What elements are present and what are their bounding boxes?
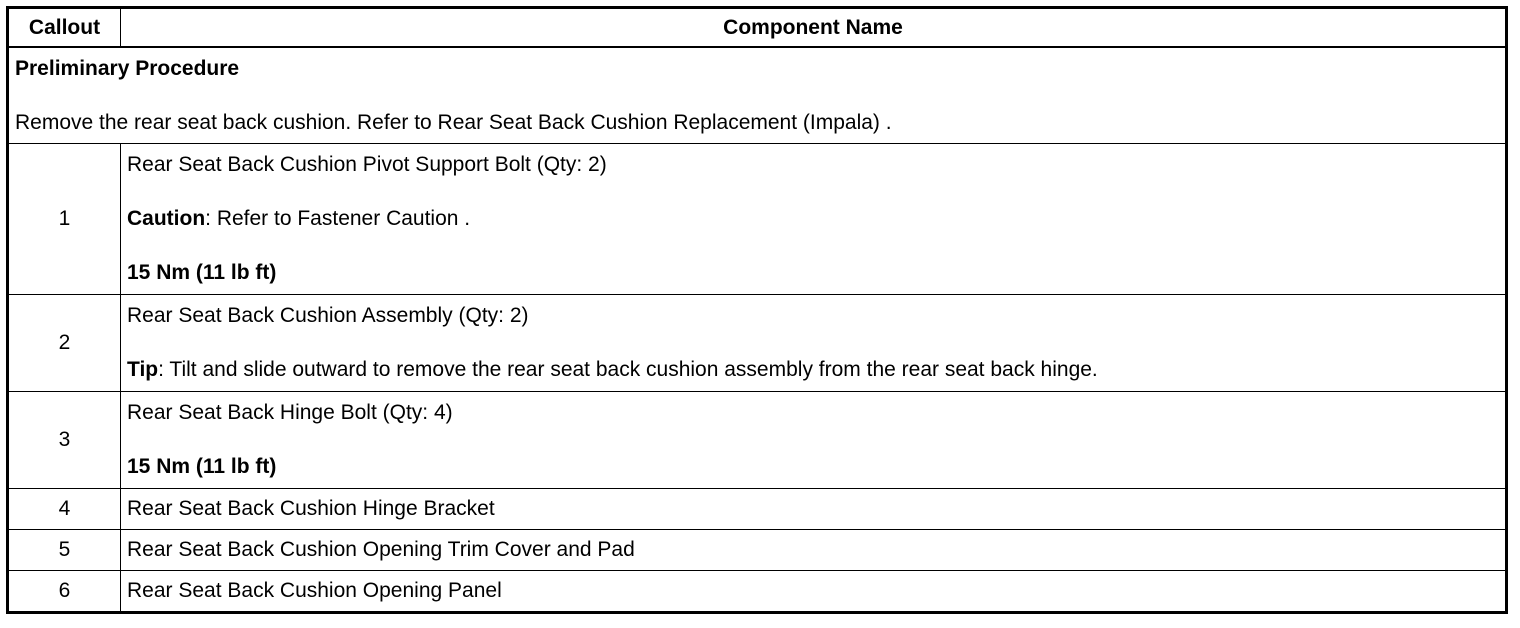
component-cell (121, 144, 1507, 295)
caution-text: : Refer to Fastener Caution . (205, 207, 471, 230)
caution-note (127, 207, 1505, 231)
tip-label: Tip (127, 358, 159, 381)
component-name: Rear Seat Back Cushion Opening Panel (121, 571, 1507, 613)
callout-cell: 3 (8, 392, 121, 489)
component-name: Rear Seat Back Cushion Pivot Support Bolt (Qty: 2) (127, 153, 607, 176)
component-name-header: Component Name (121, 8, 1507, 48)
callout-header: Callout (8, 8, 121, 48)
preliminary-title: Preliminary Procedure (15, 56, 240, 80)
table-header-row (8, 8, 1507, 48)
component-cell (121, 295, 1507, 392)
preliminary-row (8, 47, 1507, 144)
component-name: Rear Seat Back Cushion Opening Trim Cover and Pad (121, 530, 1507, 571)
torque-spec: 15 Nm (11 lb ft) (127, 455, 277, 478)
table-row (8, 489, 1507, 530)
component-name: Rear Seat Back Cushion Assembly (Qty: 2) (127, 304, 529, 327)
table-row (8, 392, 1507, 489)
callout-cell: 6 (8, 571, 121, 613)
component-name: Rear Seat Back Hinge Bolt (Qty: 4) (127, 401, 453, 424)
callout-cell: 4 (8, 489, 121, 530)
tip-note (127, 358, 1505, 382)
component-cell (121, 392, 1507, 489)
table-row (8, 571, 1507, 613)
callout-cell: 1 (8, 144, 121, 295)
procedure-table (6, 6, 1508, 614)
component-name: Rear Seat Back Cushion Hinge Bracket (121, 489, 1507, 530)
table-row (8, 295, 1507, 392)
preliminary-cell (8, 47, 1507, 144)
callout-cell: 5 (8, 530, 121, 571)
tip-text: : Tilt and slide outward to remove the rear seat back cushion assembly from the rear seat back hinge. (158, 358, 1098, 381)
table-row (8, 144, 1507, 295)
torque-spec: 15 Nm (11 lb ft) (127, 261, 277, 284)
callout-cell: 2 (8, 295, 121, 392)
table-row (8, 530, 1507, 571)
preliminary-text: Remove the rear seat back cushion. Refer to Rear Seat Back Cushion Replacement (Impala) . (15, 110, 892, 134)
caution-label: Caution (127, 207, 206, 230)
